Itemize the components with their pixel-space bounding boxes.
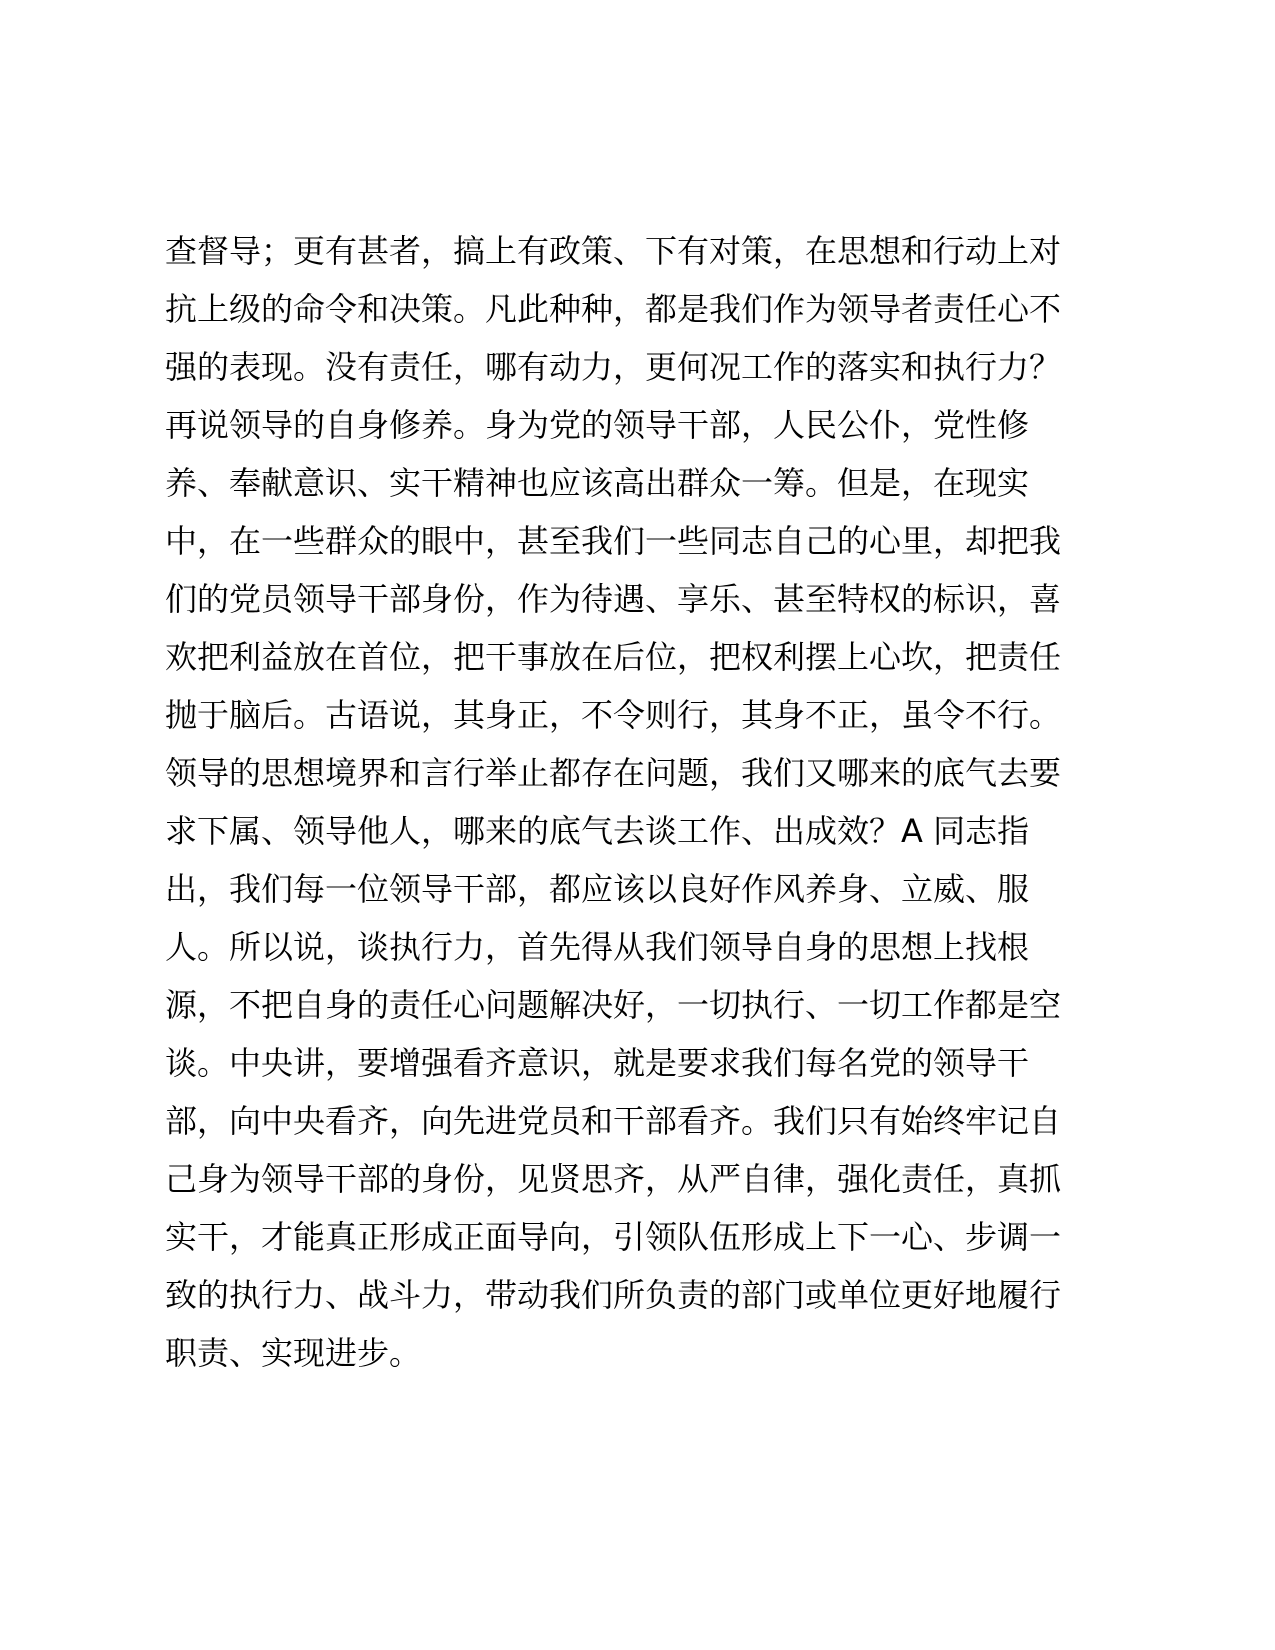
text-line: 部，向中央看齐，向先进党员和干部看齐。我们只有始终牢记自 xyxy=(165,1102,1062,1140)
text-line: 中，在一些群众的眼中，甚至我们一些同志自己的心里，却把我 xyxy=(165,522,1062,560)
text-line: 养、奉献意识、实干精神也应该高出群众一筹。但是，在现实 xyxy=(165,464,1030,502)
text-line: 人。所以说，谈执行力，首先得从我们领导自身的思想上找根 xyxy=(165,928,1030,966)
text-line: 致的执行力、战斗力，带动我们所负责的部门或单位更好地履行 xyxy=(165,1276,1062,1314)
text-line: 己身为领导干部的身份，见贤思齐，从严自律，强化责任，真抓 xyxy=(165,1160,1062,1198)
text-line: 领导的思想境界和言行举止都存在问题，我们又哪来的底气去要 xyxy=(165,754,1062,792)
text-line: 源，不把自身的责任心问题解决好，一切执行、一切工作都是空 xyxy=(165,986,1062,1024)
text-line: 职责、实现进步。 xyxy=(165,1334,422,1372)
text-line: 欢把利益放在首位，把干事放在后位，把权利摆上心坎，把责任 xyxy=(165,638,1062,676)
text-line: 查督导；更有甚者，搞上有政策、下有对策，在思想和行动上对 xyxy=(165,232,1062,270)
text-line: 再说领导的自身修养。身为党的领导干部，人民公仆，党性修 xyxy=(165,406,1030,444)
text-line: 抛于脑后。古语说，其身正，不令则行，其身不正，虽令不行。 xyxy=(165,696,1062,734)
text-line: 谈。中央讲，要增强看齐意识，就是要求我们每名党的领导干 xyxy=(165,1044,1030,1082)
text-line: 求下属、领导他人，哪来的底气去谈工作、出成效？A 同志指 xyxy=(165,812,1030,850)
text-line: 们的党员领导干部身份，作为待遇、享乐、甚至特权的标识，喜 xyxy=(165,580,1062,618)
text-line: 抗上级的命令和决策。凡此种种，都是我们作为领导者责任心不 xyxy=(165,290,1062,328)
text-line: 强的表现。没有责任，哪有动力，更何况工作的落实和执行力？ xyxy=(165,348,1062,386)
text-line: 实干，才能真正形成正面导向，引领队伍形成上下一心、步调一 xyxy=(165,1218,1062,1256)
text-line: 出，我们每一位领导干部，都应该以良好作风养身、立威、服 xyxy=(165,870,1030,908)
body-text xyxy=(165,222,1105,1382)
